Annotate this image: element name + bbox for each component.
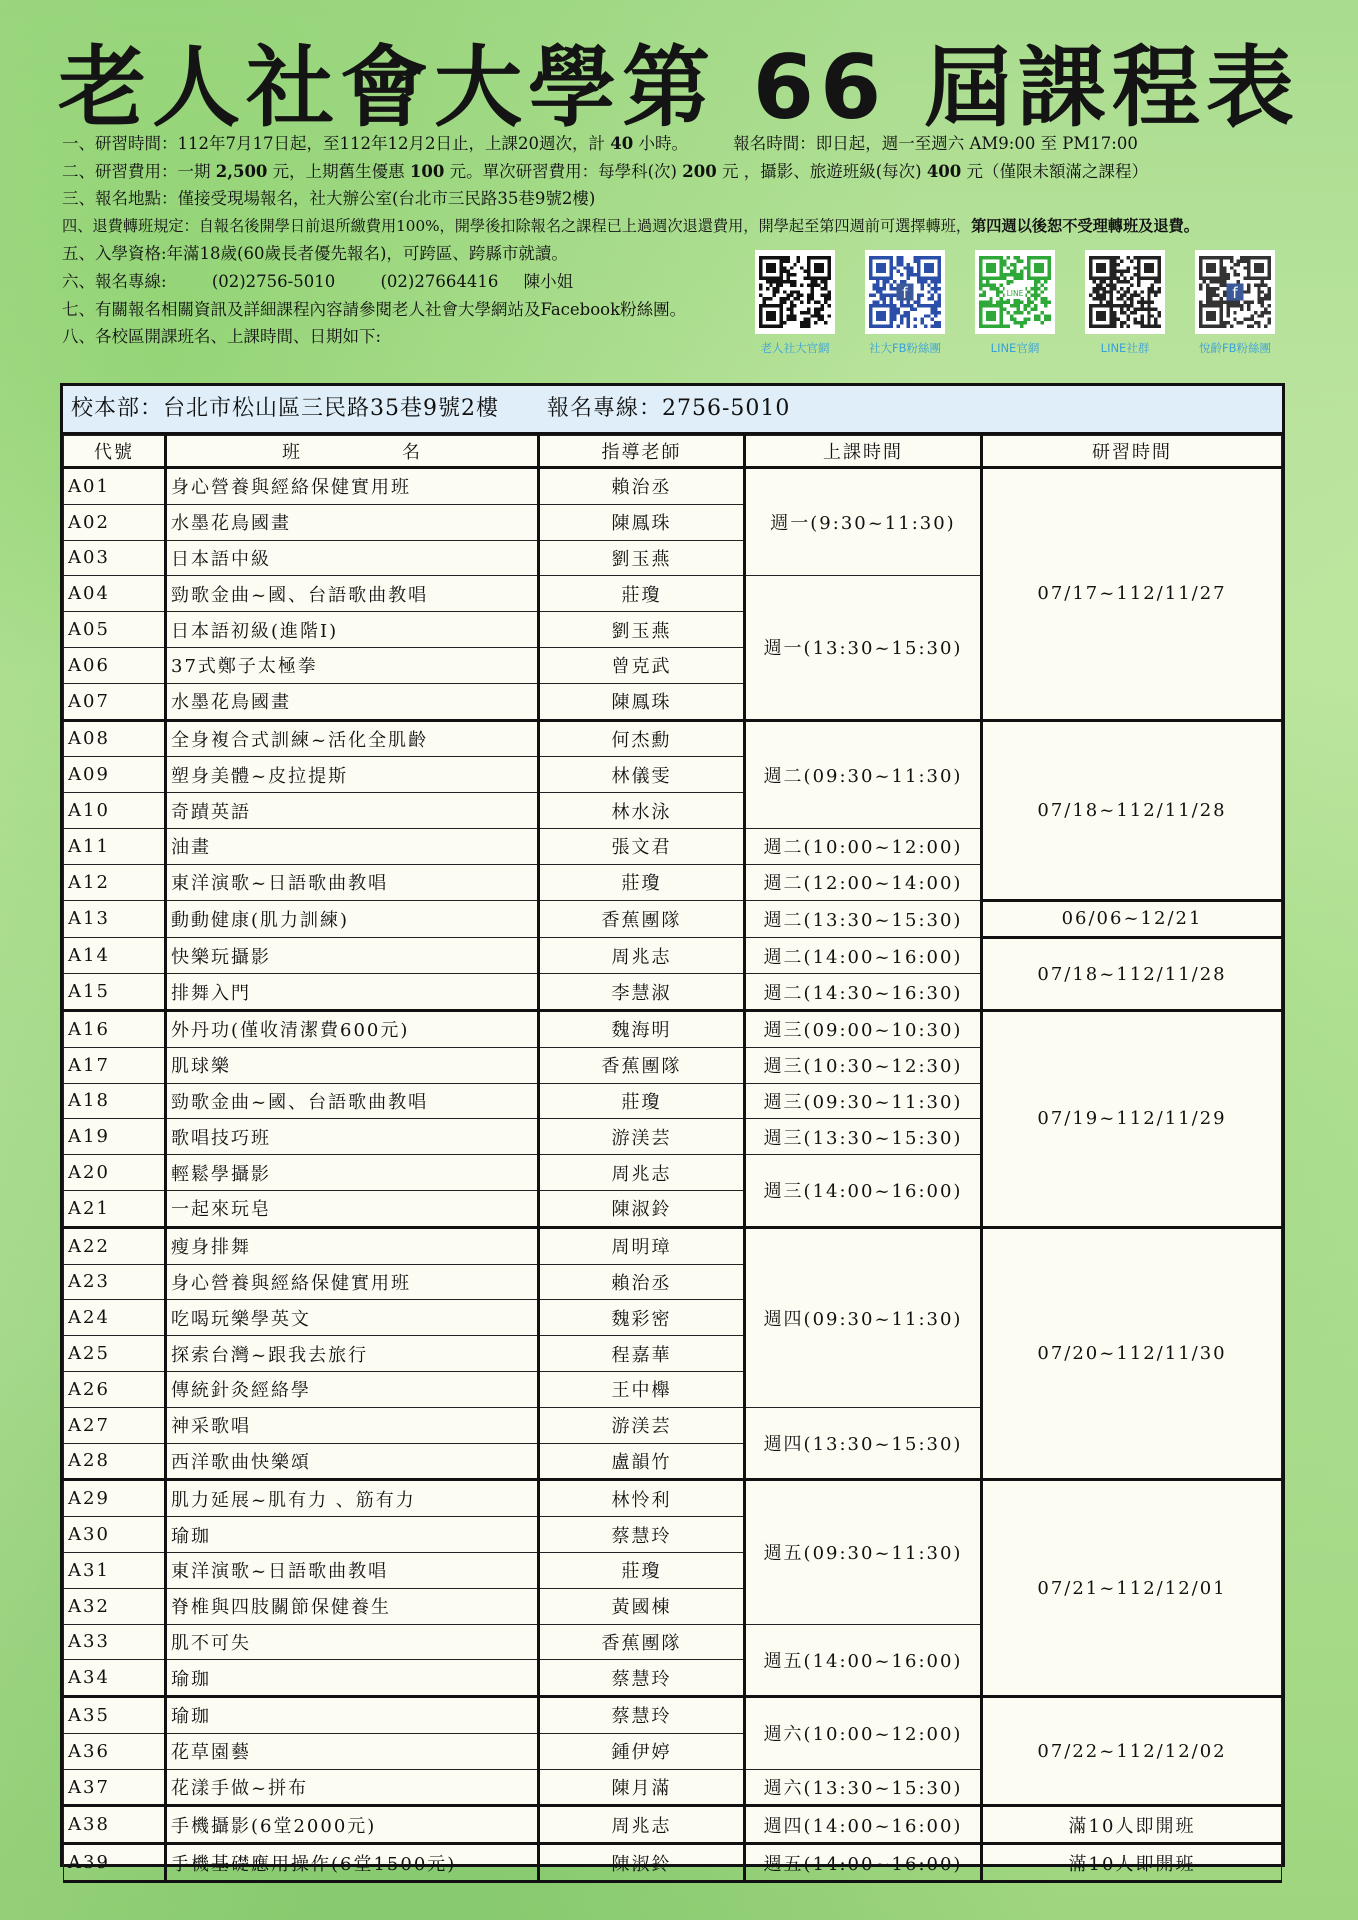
qr-code-1[interactable] bbox=[755, 250, 835, 356]
class-code-cell: A28 bbox=[64, 1443, 166, 1480]
class-time-cell: 週六(13:30~15:30) bbox=[745, 1769, 982, 1806]
table-row bbox=[64, 900, 1282, 938]
class-code-cell: A08 bbox=[64, 720, 166, 757]
class-name-cell: 外丹功(僅收清潔費600元) bbox=[166, 1010, 539, 1047]
class-name-cell: 歌唱技巧班 bbox=[166, 1119, 539, 1155]
info-campus: 八、各校區開課班名、上課時間、日期如下: bbox=[62, 327, 382, 347]
class-name-cell: 瑜珈 bbox=[166, 1697, 539, 1734]
teacher-cell: 黃國棟 bbox=[539, 1588, 745, 1624]
teacher-cell: 程嘉華 bbox=[539, 1336, 745, 1372]
study-period-cell: 滿10人即開班 bbox=[982, 1806, 1282, 1844]
class-name-cell: 塑身美體~皮拉提斯 bbox=[166, 757, 539, 793]
class-name-cell: 動動健康(肌力訓練) bbox=[166, 900, 539, 938]
class-time-cell: 週二(14:30~16:30) bbox=[745, 974, 982, 1011]
column-header-class-time: 上課時間 bbox=[745, 436, 982, 468]
teacher-cell: 陳鳳珠 bbox=[539, 504, 745, 540]
schedule-table bbox=[63, 435, 1282, 1883]
qr-code-facebook-icon bbox=[1195, 250, 1275, 334]
column-header-code: 代號 bbox=[64, 436, 166, 468]
class-code-cell: A25 bbox=[64, 1336, 166, 1372]
class-time-cell: 週三(10:30~12:30) bbox=[745, 1047, 982, 1083]
info-refund: 四、退費轉班規定：自報名後開學日前退所繳費用100%，開學後扣除報名之課程已上過週次退還費用，開學起至第四週前可選擇轉班，第四週以後恕不受理轉班及退費。 bbox=[62, 216, 1199, 235]
class-name-cell: 勁歌金曲~國、台語歌曲教唱 bbox=[166, 576, 539, 612]
qr-code-5[interactable] bbox=[1195, 250, 1275, 356]
qr-code-line-icon bbox=[975, 250, 1055, 334]
class-code-cell: A31 bbox=[64, 1552, 166, 1588]
class-name-cell: 全身複合式訓練~活化全肌齡 bbox=[166, 720, 539, 757]
class-time-cell: 週三(14:00~16:00) bbox=[745, 1155, 982, 1228]
class-code-cell: A33 bbox=[64, 1624, 166, 1660]
study-period-cell: 07/21~112/12/01 bbox=[982, 1480, 1282, 1697]
class-code-cell: A30 bbox=[64, 1517, 166, 1553]
schedule-table-container bbox=[60, 383, 1285, 1875]
class-code-cell: A07 bbox=[64, 683, 166, 720]
class-code-cell: A02 bbox=[64, 504, 166, 540]
class-code-cell: A26 bbox=[64, 1371, 166, 1407]
class-name-cell: 排舞入門 bbox=[166, 974, 539, 1011]
class-name-cell: 日本語初級(進階Ⅰ) bbox=[166, 612, 539, 648]
table-row bbox=[64, 1806, 1282, 1844]
class-name-cell: 肌球樂 bbox=[166, 1047, 539, 1083]
class-time-cell: 週二(09:30~11:30) bbox=[745, 720, 982, 828]
teacher-cell: 游渼芸 bbox=[539, 1407, 745, 1443]
table-row bbox=[64, 720, 1282, 757]
teacher-cell: 劉玉燕 bbox=[539, 612, 745, 648]
table-row bbox=[64, 1697, 1282, 1734]
teacher-cell: 香蕉團隊 bbox=[539, 1047, 745, 1083]
qr-code-caption: LINE社群 bbox=[1100, 341, 1150, 355]
column-header-study-period: 研習時間 bbox=[982, 436, 1282, 468]
class-time-cell: 週四(14:00~16:00) bbox=[745, 1806, 982, 1844]
table-row bbox=[64, 1844, 1282, 1882]
class-code-cell: A21 bbox=[64, 1190, 166, 1227]
class-code-cell: A23 bbox=[64, 1264, 166, 1300]
qr-code-3[interactable] bbox=[975, 250, 1055, 356]
class-name-cell: 一起來玩皂 bbox=[166, 1190, 539, 1227]
class-time-cell: 週一(9:30~11:30) bbox=[745, 468, 982, 576]
qr-code-facebook-icon bbox=[865, 250, 945, 334]
study-period-cell: 07/18~112/11/28 bbox=[982, 720, 1282, 900]
study-period-cell: 07/18~112/11/28 bbox=[982, 938, 1282, 1011]
class-code-cell: A27 bbox=[64, 1407, 166, 1443]
class-time-cell: 週二(14:00~16:00) bbox=[745, 938, 982, 974]
class-code-cell: A13 bbox=[64, 900, 166, 938]
class-time-cell: 週三(09:00~10:30) bbox=[745, 1010, 982, 1047]
class-code-cell: A01 bbox=[64, 468, 166, 505]
qr-code-caption: 悅齡FB粉絲團 bbox=[1198, 341, 1271, 355]
class-time-cell: 週三(13:30~15:30) bbox=[745, 1119, 982, 1155]
class-name-cell: 神采歌唱 bbox=[166, 1407, 539, 1443]
class-code-cell: A20 bbox=[64, 1155, 166, 1191]
teacher-cell: 曾克武 bbox=[539, 647, 745, 683]
qr-code-caption: 社大FB粉絲團 bbox=[868, 341, 941, 355]
table-row bbox=[64, 1480, 1282, 1517]
table-row bbox=[64, 938, 1282, 974]
study-period-cell: 滿10人即開班 bbox=[982, 1844, 1282, 1882]
teacher-cell: 魏海明 bbox=[539, 1010, 745, 1047]
qr-code-caption: LINE官網 bbox=[990, 341, 1040, 355]
class-name-cell: 肌不可失 bbox=[166, 1624, 539, 1660]
class-code-cell: A22 bbox=[64, 1227, 166, 1264]
class-code-cell: A11 bbox=[64, 828, 166, 864]
teacher-cell: 周兆志 bbox=[539, 1155, 745, 1191]
info-hotline: 六、報名專線: (02)2756-5010 (02)27664416 陳小姐 bbox=[62, 271, 574, 291]
table-row bbox=[64, 1227, 1282, 1264]
qr-code-group bbox=[755, 250, 1295, 360]
column-header-class-name: 班 名 bbox=[166, 436, 539, 468]
class-name-cell: 勁歌金曲~國、台語歌曲教唱 bbox=[166, 1083, 539, 1119]
class-time-cell: 週二(10:00~12:00) bbox=[745, 828, 982, 864]
study-period-cell: 07/19~112/11/29 bbox=[982, 1010, 1282, 1227]
teacher-cell: 莊瓊 bbox=[539, 1083, 745, 1119]
teacher-cell: 劉玉燕 bbox=[539, 540, 745, 576]
qr-code-line-community-icon bbox=[1085, 250, 1165, 334]
qr-code-2[interactable] bbox=[865, 250, 945, 356]
study-period-cell: 07/20~112/11/30 bbox=[982, 1227, 1282, 1480]
info-eligibility: 五、入學資格:年滿18歲(60歲長者優先報名)，可跨區、跨縣市就讀。 bbox=[62, 244, 568, 264]
teacher-cell: 賴治丞 bbox=[539, 468, 745, 505]
teacher-cell: 周兆志 bbox=[539, 1806, 745, 1844]
study-period-cell: 07/22~112/12/02 bbox=[982, 1697, 1282, 1806]
class-name-cell: 花草園藝 bbox=[166, 1733, 539, 1769]
class-name-cell: 探索台灣~跟我去旅行 bbox=[166, 1336, 539, 1372]
teacher-cell: 游渼芸 bbox=[539, 1119, 745, 1155]
class-time-cell: 週五(14:00~16:00) bbox=[745, 1844, 982, 1882]
teacher-cell: 陳鳳珠 bbox=[539, 683, 745, 720]
class-time-cell: 週五(14:00~16:00) bbox=[745, 1624, 982, 1697]
teacher-cell: 莊瓊 bbox=[539, 864, 745, 900]
class-name-cell: 身心營養與經絡保健實用班 bbox=[166, 1264, 539, 1300]
table-header-row bbox=[64, 436, 1282, 468]
class-code-cell: A36 bbox=[64, 1733, 166, 1769]
info-study-period: 一、研習時間：112年7月17日起，至112年12月2日止，上課20週次，計 40 小時。 報名時間：即日起，週一至週六 AM9:00 至 PM17:00 bbox=[62, 134, 1138, 153]
class-name-cell: 東洋演歌~日語歌曲教唱 bbox=[166, 864, 539, 900]
teacher-cell: 何杰勳 bbox=[539, 720, 745, 757]
class-name-cell: 脊椎與四肢關節保健養生 bbox=[166, 1588, 539, 1624]
qr-code-caption: 老人社大官網 bbox=[760, 341, 830, 355]
class-name-cell: 瑜珈 bbox=[166, 1660, 539, 1697]
teacher-cell: 陳淑鈴 bbox=[539, 1190, 745, 1227]
class-code-cell: A16 bbox=[64, 1010, 166, 1047]
class-code-cell: A03 bbox=[64, 540, 166, 576]
qr-code-4[interactable] bbox=[1085, 250, 1165, 356]
table-row bbox=[64, 1010, 1282, 1047]
class-name-cell: 快樂玩攝影 bbox=[166, 938, 539, 974]
class-time-cell: 週二(13:30~15:30) bbox=[745, 900, 982, 938]
class-code-cell: A19 bbox=[64, 1119, 166, 1155]
teacher-cell: 陳淑鈴 bbox=[539, 1844, 745, 1882]
class-code-cell: A37 bbox=[64, 1769, 166, 1806]
class-code-cell: A35 bbox=[64, 1697, 166, 1734]
class-time-cell: 週二(12:00~14:00) bbox=[745, 864, 982, 900]
teacher-cell: 林怜利 bbox=[539, 1480, 745, 1517]
class-code-cell: A29 bbox=[64, 1480, 166, 1517]
teacher-cell: 盧韻竹 bbox=[539, 1443, 745, 1480]
registration-hours: 報名時間：即日起，週一至週六 AM9:00 至 PM17:00 bbox=[733, 134, 1138, 153]
teacher-cell: 鍾伊婷 bbox=[539, 1733, 745, 1769]
class-name-cell: 水墨花鳥國畫 bbox=[166, 683, 539, 720]
info-website: 七、有關報名相關資訊及詳細課程內容請參閱老人社會大學網站及Facebook粉絲團。 bbox=[62, 299, 687, 319]
teacher-cell: 蔡慧玲 bbox=[539, 1697, 745, 1734]
headquarters-banner bbox=[63, 386, 1282, 435]
class-name-cell: 肌力延展~肌有力 、筋有力 bbox=[166, 1480, 539, 1517]
headquarters-address: 校本部：台北市松山區三民路35巷9號2樓 bbox=[71, 396, 499, 421]
teacher-cell: 莊瓊 bbox=[539, 576, 745, 612]
study-period-cell: 07/17~112/11/27 bbox=[982, 468, 1282, 721]
class-code-cell: A17 bbox=[64, 1047, 166, 1083]
teacher-cell: 王中櫸 bbox=[539, 1371, 745, 1407]
class-code-cell: A15 bbox=[64, 974, 166, 1011]
class-name-cell: 奇蹟英語 bbox=[166, 793, 539, 829]
class-name-cell: 東洋演歌~日語歌曲教唱 bbox=[166, 1552, 539, 1588]
info-fees: 二、研習費用：一期 2,500 元，上期舊生優惠 100 元。單次研習費用：每學科(次) 200 元 ，攝影、旅遊班級(每次) 400 元（僅限未額滿之課程） bbox=[62, 161, 1149, 181]
class-code-cell: A38 bbox=[64, 1806, 166, 1844]
svg-text:f: f bbox=[1232, 284, 1238, 303]
teacher-cell: 周兆志 bbox=[539, 938, 745, 974]
class-time-cell: 週四(09:30~11:30) bbox=[745, 1227, 982, 1407]
class-name-cell: 傳統針灸經絡學 bbox=[166, 1371, 539, 1407]
class-name-cell: 日本語中級 bbox=[166, 540, 539, 576]
teacher-cell: 蔡慧玲 bbox=[539, 1517, 745, 1553]
class-name-cell: 水墨花鳥國畫 bbox=[166, 504, 539, 540]
svg-text:LINE: LINE bbox=[1006, 288, 1024, 298]
class-code-cell: A18 bbox=[64, 1083, 166, 1119]
class-name-cell: 西洋歌曲快樂頌 bbox=[166, 1443, 539, 1480]
class-name-cell: 瑜珈 bbox=[166, 1517, 539, 1553]
teacher-cell: 周明璋 bbox=[539, 1227, 745, 1264]
class-code-cell: A06 bbox=[64, 647, 166, 683]
teacher-cell: 張文君 bbox=[539, 828, 745, 864]
class-time-cell: 週六(10:00~12:00) bbox=[745, 1697, 982, 1770]
class-code-cell: A12 bbox=[64, 864, 166, 900]
class-code-cell: A39 bbox=[64, 1844, 166, 1882]
table-row bbox=[64, 468, 1282, 505]
teacher-cell: 李慧淑 bbox=[539, 974, 745, 1011]
teacher-cell: 賴治丞 bbox=[539, 1264, 745, 1300]
class-name-cell: 吃喝玩樂學英文 bbox=[166, 1300, 539, 1336]
class-time-cell: 週三(09:30~11:30) bbox=[745, 1083, 982, 1119]
class-time-cell: 週五(09:30~11:30) bbox=[745, 1480, 982, 1624]
class-name-cell: 輕鬆學攝影 bbox=[166, 1155, 539, 1191]
class-code-cell: A14 bbox=[64, 938, 166, 974]
class-code-cell: A24 bbox=[64, 1300, 166, 1336]
column-header-teacher: 指導老師 bbox=[539, 436, 745, 468]
class-code-cell: A32 bbox=[64, 1588, 166, 1624]
study-period-cell: 06/06~12/21 bbox=[982, 900, 1282, 938]
class-code-cell: A34 bbox=[64, 1660, 166, 1697]
class-code-cell: A10 bbox=[64, 793, 166, 829]
qr-code-icon bbox=[755, 250, 835, 334]
teacher-cell: 林水泳 bbox=[539, 793, 745, 829]
teacher-cell: 香蕉團隊 bbox=[539, 1624, 745, 1660]
info-location: 三、報名地點：僅接受現場報名，社大辦公室(台北市三民路35巷9號2樓) bbox=[62, 189, 596, 209]
teacher-cell: 莊瓊 bbox=[539, 1552, 745, 1588]
class-time-cell: 週四(13:30~15:30) bbox=[745, 1407, 982, 1480]
teacher-cell: 香蕉團隊 bbox=[539, 900, 745, 938]
class-name-cell: 37式鄭子太極拳 bbox=[166, 647, 539, 683]
class-name-cell: 花漾手做~拼布 bbox=[166, 1769, 539, 1806]
svg-text:f: f bbox=[902, 284, 908, 303]
teacher-cell: 陳月滿 bbox=[539, 1769, 745, 1806]
teacher-cell: 蔡慧玲 bbox=[539, 1660, 745, 1697]
teacher-cell: 林儀雯 bbox=[539, 757, 745, 793]
class-name-cell: 油畫 bbox=[166, 828, 539, 864]
teacher-cell: 魏彩密 bbox=[539, 1300, 745, 1336]
class-code-cell: A04 bbox=[64, 576, 166, 612]
class-time-cell: 週一(13:30~15:30) bbox=[745, 576, 982, 720]
class-name-cell: 瘦身排舞 bbox=[166, 1227, 539, 1264]
class-code-cell: A09 bbox=[64, 757, 166, 793]
class-name-cell: 手機攝影(6堂2000元) bbox=[166, 1806, 539, 1844]
class-code-cell: A05 bbox=[64, 612, 166, 648]
class-name-cell: 身心營養與經絡保健實用班 bbox=[166, 468, 539, 505]
page-title: 老人社會大學第 66 屆課程表 bbox=[58, 36, 1300, 139]
class-name-cell: 手機基礎應用操作(6堂1500元) bbox=[166, 1844, 539, 1882]
headquarters-hotline: 報名專線：2756-5010 bbox=[547, 396, 791, 421]
